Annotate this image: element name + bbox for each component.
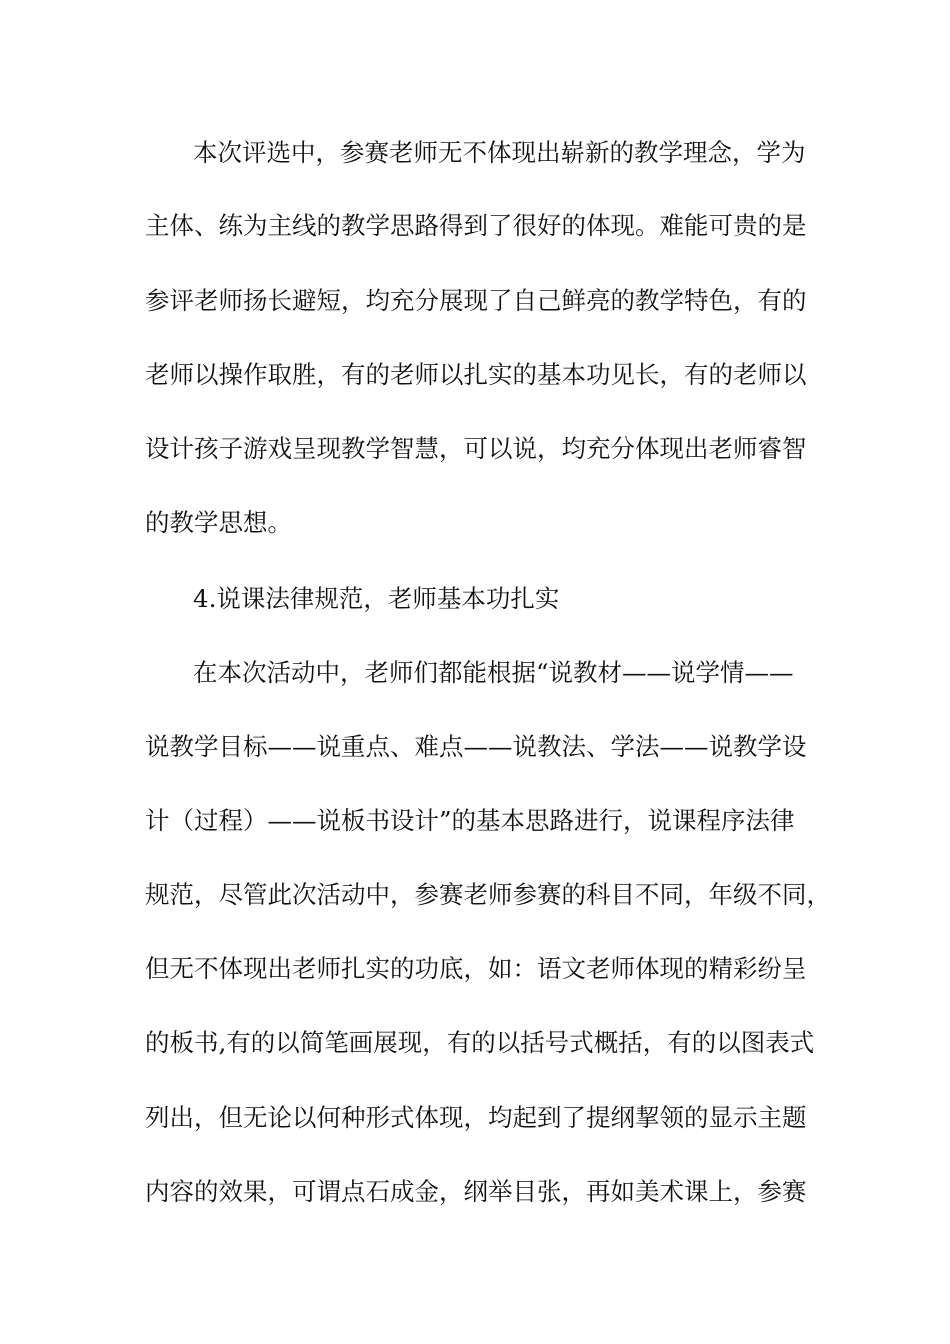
section-heading: 4.说课法律规范，老师基本功扎实 (193, 584, 560, 613)
paragraph-line: 说教学目标——说重点、难点——说教法、学法——说教学设 (145, 732, 807, 761)
paragraph-line: 列出，但无论以何种形式体现，均起到了提纲挈领的显示主题 (145, 1103, 807, 1132)
paragraph-line: 计（过程）——说板书设计”的基本思路进行，说课程序法律 (145, 806, 795, 835)
paragraph-line: 本次评选中，参赛老师无不体现出崭新的教学理念，学为 (193, 138, 806, 167)
paragraph-line: 主体、练为主线的教学思路得到了很好的体现。难能可贵的是 (145, 211, 807, 240)
paragraph-line: 设计孩子游戏呈现教学智慧，可以说，均充分体现出老师睿智 (145, 434, 807, 463)
paragraph-line: 的教学思想。 (145, 508, 292, 537)
paragraph-line: 内容的效果，可谓点石成金，纲举目张，再如美术课上，参赛 (145, 1177, 807, 1206)
paragraph-line: 的板书,有的以简笔画展现，有的以括号式概括，有的以图表式 (145, 1028, 815, 1057)
paragraph-line: 规范，尽管此次活动中，参赛老师参赛的科目不同，年级不同， (145, 880, 831, 909)
paragraph-line: 参评老师扬长避短，均充分展现了自己鲜亮的教学特色，有的 (145, 286, 807, 315)
paragraph-line: 在本次活动中，老师们都能根据“说教材——说学情—— (193, 658, 794, 687)
paragraph-line: 老师以操作取胜，有的老师以扎实的基本功见长，有的老师以 (145, 360, 807, 389)
paragraph-line: 但无不体现出老师扎实的功底，如：语文老师体现的精彩纷呈 (145, 954, 807, 983)
